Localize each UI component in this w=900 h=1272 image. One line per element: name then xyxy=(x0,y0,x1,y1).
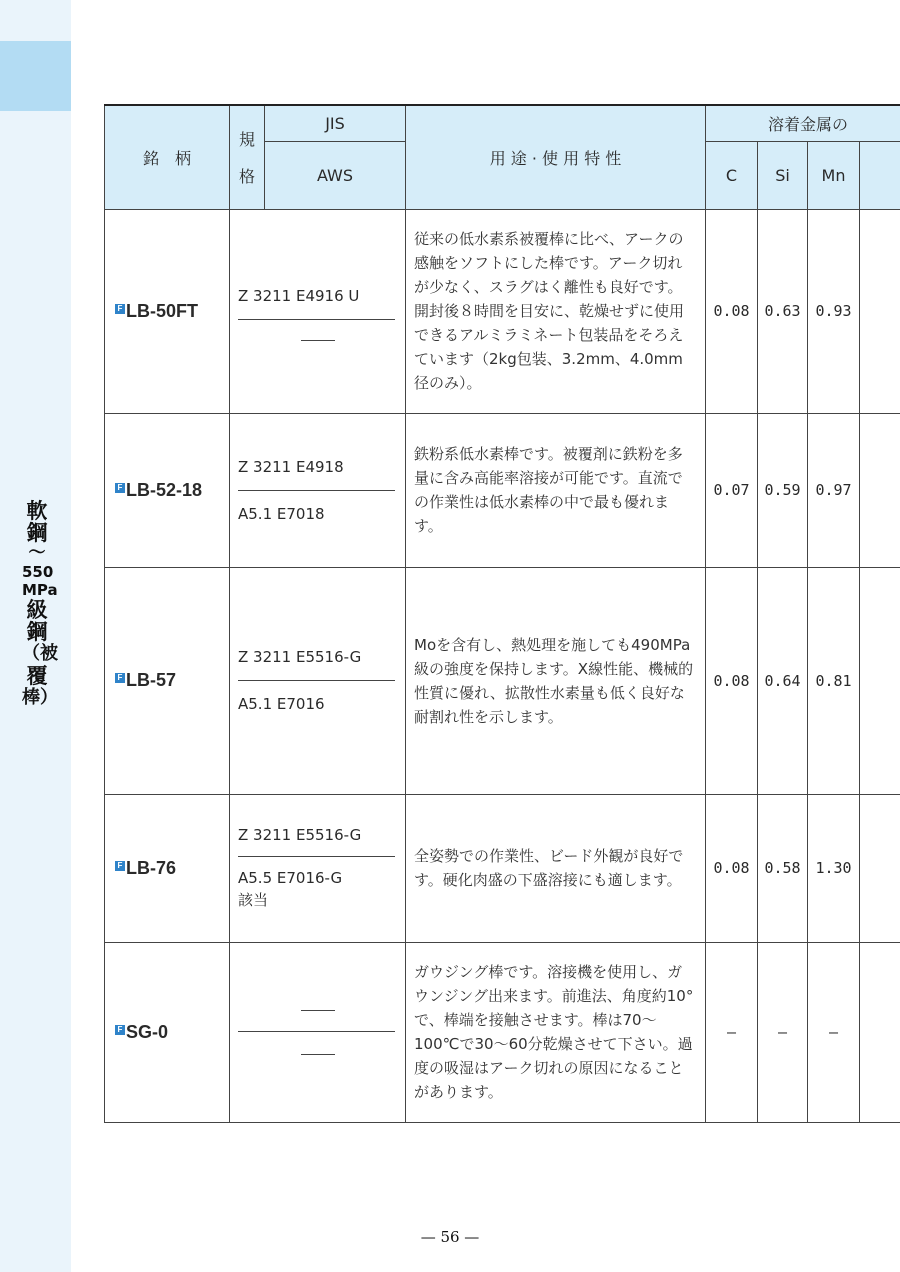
jis-code: Z 3211 E4916 U xyxy=(238,287,360,305)
header-aws: AWS xyxy=(265,141,406,209)
jis-code: Z 3211 E4918 xyxy=(238,457,344,476)
table-row xyxy=(105,567,900,794)
jis-code xyxy=(230,1010,405,1031)
mn-value: – xyxy=(808,942,860,1122)
side-char: ～ xyxy=(28,543,46,563)
side-char: 棒） xyxy=(22,687,58,708)
brand-f-icon: F xyxy=(115,1025,125,1035)
extra-cell xyxy=(860,942,900,1122)
header-standard-kaku: 格 xyxy=(238,167,255,187)
header-standard xyxy=(230,105,265,209)
header-usage: 用 途 · 使 用 特 性 xyxy=(406,105,706,209)
electrode-spec-table xyxy=(104,104,900,1123)
chapter-vertical-title xyxy=(22,499,58,709)
c-value: 0.08 xyxy=(706,794,758,942)
usage-cell: 鉄粉系低水素棒です。被覆剤に鉄粉を多量に含み高能率溶接が可能です。直流での作業性は低水素棒の中で最も優れます。 xyxy=(406,413,706,567)
standard-cell xyxy=(230,209,406,413)
brand-name: LB-57 xyxy=(126,670,177,690)
si-value: – xyxy=(758,942,808,1122)
extra-cell xyxy=(860,794,900,942)
brand-f-icon: F xyxy=(115,861,125,871)
page-number: — 56 — xyxy=(420,1228,480,1246)
header-weld-metal: 溶着金属の xyxy=(706,105,900,141)
usage-cell: Moを含有し、熱処理を施しても490MPa級の強度を保持します。X線性能、機械的性質に優れ、拡散性水素量も低く良好な耐割れ性を示します。 xyxy=(406,567,706,794)
si-value: 0.63 xyxy=(758,209,808,413)
si-value: 0.58 xyxy=(758,794,808,942)
usage-cell: 全姿勢での作業性、ビード外観が良好です。硬化肉盛の下盛溶接にも適します。 xyxy=(406,794,706,942)
aws-code xyxy=(230,1032,405,1055)
side-unit: MPa xyxy=(22,581,58,599)
brand-f-icon: F xyxy=(115,483,125,493)
table-row xyxy=(105,209,900,413)
header-jis: JIS xyxy=(265,105,406,141)
c-value: – xyxy=(706,942,758,1122)
side-char: 覆 xyxy=(26,664,48,688)
extra-cell xyxy=(860,209,900,413)
dash-mark xyxy=(301,340,335,341)
brand-name: SG-0 xyxy=(126,1021,169,1042)
jis-code: Z 3211 E5516-G xyxy=(238,825,362,844)
brand-cell xyxy=(105,794,230,942)
header-c: C xyxy=(706,141,758,209)
standard-cell xyxy=(230,567,406,794)
si-value: 0.64 xyxy=(758,567,808,794)
aws-code: A5.5 E7016-G 該当 xyxy=(238,868,343,909)
c-value: 0.08 xyxy=(706,567,758,794)
brand-f-icon: F xyxy=(115,673,125,683)
side-char: 鋼 xyxy=(26,620,48,644)
c-value: 0.08 xyxy=(706,209,758,413)
side-char: （被 xyxy=(22,643,58,664)
brand-name: LB-50FT xyxy=(126,300,198,321)
mn-value: 1.30 xyxy=(808,794,860,942)
usage-cell: ガウジング棒です。溶接機を使用し、ガウンジング出来ます。前進法、角度約10°で、棒端を接触させます。棒は70～100℃で30～60分乾燥させて下さい。過度の吸湿はアーク切れの原因になることがあります。 xyxy=(406,942,706,1122)
brand-name: LB-52-18 xyxy=(126,479,203,500)
aws-code: A5.1 E7016 xyxy=(238,695,325,713)
header-standard-ki: 規 xyxy=(238,130,255,150)
mn-value: 0.93 xyxy=(808,209,860,413)
standard-cell xyxy=(230,794,406,942)
aws-code xyxy=(230,320,405,341)
jis-code: Z 3211 E5516-G xyxy=(238,648,362,666)
c-value: 0.07 xyxy=(706,413,758,567)
standard-cell xyxy=(230,942,406,1122)
header-extra xyxy=(860,141,900,209)
dash-mark xyxy=(301,1054,335,1055)
aws-code: A5.1 E7018 xyxy=(238,504,325,523)
dash-mark xyxy=(301,1010,335,1011)
side-char: 軟 xyxy=(26,499,48,523)
standard-cell xyxy=(230,413,406,567)
side-char: 級 xyxy=(26,598,48,622)
table-row xyxy=(105,413,900,567)
side-char: 鋼 xyxy=(26,521,48,545)
table-row xyxy=(105,942,900,1122)
usage-cell: 従来の低水素系被覆棒に比べ、アークの感触をソフトにした棒です。アーク切れが少なく、スラグはく離性も良好です。開封後８時間を目安に、乾燥せずに使用できるアルミラミネート包装品をそろえています（2kg包装、3.2mm、4.0mm径のみ）。 xyxy=(406,209,706,413)
brand-name: LB-76 xyxy=(126,857,177,878)
mn-value: 0.97 xyxy=(808,413,860,567)
chapter-tab xyxy=(0,41,71,111)
mn-value: 0.81 xyxy=(808,567,860,794)
brand-cell xyxy=(105,567,230,794)
brand-f-icon: F xyxy=(115,304,125,314)
brand-cell xyxy=(105,413,230,567)
header-si: Si xyxy=(758,141,808,209)
header-brand: 銘 柄 xyxy=(105,105,230,209)
side-number: 550 xyxy=(22,563,54,581)
brand-cell xyxy=(105,209,230,413)
extra-cell xyxy=(860,567,900,794)
brand-cell xyxy=(105,942,230,1122)
header-mn: Mn xyxy=(808,141,860,209)
extra-cell xyxy=(860,413,900,567)
table-row xyxy=(105,794,900,942)
si-value: 0.59 xyxy=(758,413,808,567)
